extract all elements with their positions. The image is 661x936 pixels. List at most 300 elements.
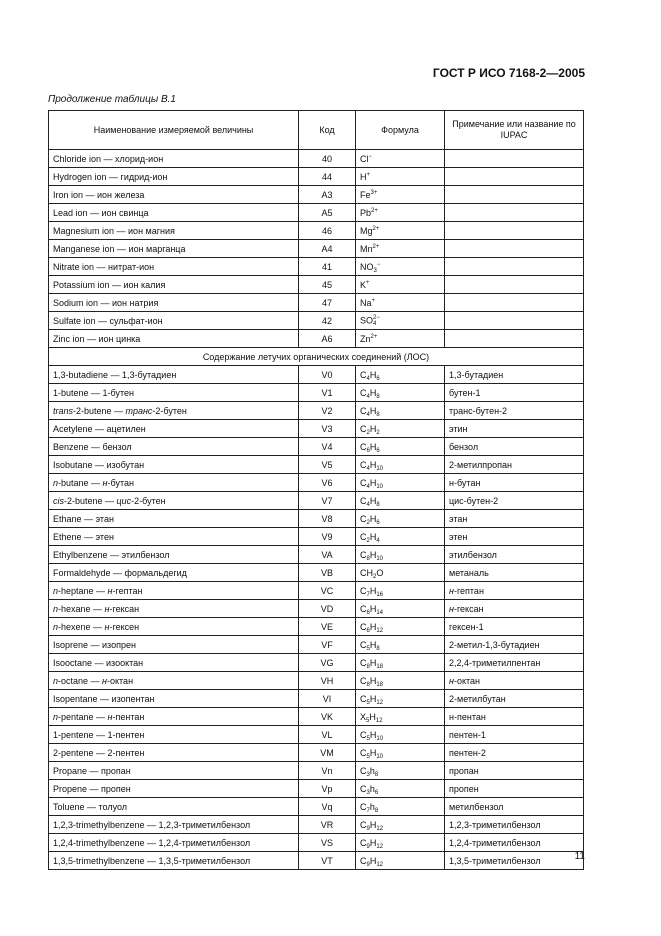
text-segment: 8 <box>376 411 380 418</box>
cell-note: пентен-1 <box>445 726 584 744</box>
table-row <box>49 456 584 474</box>
table-row <box>49 330 584 348</box>
text-segment: C <box>360 477 367 488</box>
cell-formula <box>356 420 445 438</box>
text-segment: K <box>360 279 367 290</box>
cell-name: Potassium ion — ион калия <box>49 276 299 294</box>
table-row <box>49 474 584 492</box>
text-segment: 6 <box>376 447 380 454</box>
text-segment: Na <box>360 297 372 308</box>
text-segment: -гексан <box>109 603 140 614</box>
cell-code: A5 <box>299 204 356 222</box>
data-table <box>48 110 584 870</box>
text-segment: H <box>369 657 377 668</box>
text-segment: 10 <box>376 465 384 472</box>
text-segment: 3 <box>373 267 377 274</box>
cell-name: Nitrate ion — нитрат-ион <box>49 258 299 276</box>
table-row <box>49 834 584 852</box>
text-segment: C <box>360 621 367 632</box>
text-segment: 9 <box>366 825 370 832</box>
text-segment: н <box>449 603 454 614</box>
cell-code: VF <box>299 636 356 654</box>
text-segment: н <box>449 675 454 686</box>
text-segment: 8 <box>376 645 380 652</box>
table-row <box>49 384 584 402</box>
cell-code: VL <box>299 726 356 744</box>
text-segment: + <box>371 297 376 304</box>
text-segment: 4 <box>366 393 370 400</box>
table-row <box>49 510 584 528</box>
cell-formula <box>356 258 445 276</box>
cell-formula <box>356 834 445 852</box>
table-row <box>49 564 584 582</box>
cell-code: VB <box>299 564 356 582</box>
text-segment: C <box>360 513 367 524</box>
column-header-code: Код <box>299 111 356 150</box>
text-segment: 12 <box>376 843 384 850</box>
cell-code: V7 <box>299 492 356 510</box>
cell-code: 46 <box>299 222 356 240</box>
cell-note: пропен <box>445 780 584 798</box>
cell-note: 1,2,3-триметилбензол <box>445 816 584 834</box>
text-segment: n <box>53 585 59 596</box>
cell-name: Sodium ion — ион натрия <box>49 294 299 312</box>
cell-note <box>445 168 584 186</box>
cell-name: 1-butene — 1-бутен <box>49 384 299 402</box>
cell-name: Iron ion — ион железа <box>49 186 299 204</box>
text-segment: 10 <box>376 735 384 742</box>
table-row <box>49 618 584 636</box>
text-segment: -2-butene — <box>64 495 117 506</box>
table-row <box>49 222 584 240</box>
text-segment: 2+ <box>372 225 380 232</box>
cell-code: V2 <box>299 402 356 420</box>
cell-name: 1-pentene — 1-пентен <box>49 726 299 744</box>
cell-name <box>49 582 299 600</box>
cell-note: 2-метилбутан <box>445 690 584 708</box>
text-segment: 4 <box>366 501 370 508</box>
text-segment: H <box>369 729 377 740</box>
table-row <box>49 636 584 654</box>
cell-note <box>445 600 584 618</box>
ions-section <box>49 150 584 348</box>
voc-section-header <box>49 348 584 366</box>
cell-name: Toluene — толуол <box>49 798 299 816</box>
cell-note: бензол <box>445 438 584 456</box>
text-segment: 12 <box>376 627 384 634</box>
text-segment: H <box>369 477 377 488</box>
column-header-note: Примечание или название по IUPAC <box>445 111 584 150</box>
text-segment: h <box>369 801 375 812</box>
cell-formula <box>356 510 445 528</box>
text-segment: H <box>369 387 377 398</box>
cell-code: VT <box>299 852 356 870</box>
cell-formula <box>356 474 445 492</box>
table-row <box>49 492 584 510</box>
text-segment: 8 <box>366 663 370 670</box>
cell-name: Zinc ion — ион цинка <box>49 330 299 348</box>
text-segment: 2+ <box>372 243 380 250</box>
text-segment: 2+ <box>371 207 378 214</box>
text-segment: n <box>53 621 59 632</box>
table-row <box>49 672 584 690</box>
text-segment: н <box>104 621 110 632</box>
cell-note: транс-бутен-2 <box>445 402 584 420</box>
text-segment: H <box>369 405 377 416</box>
cell-formula <box>356 186 445 204</box>
table-row <box>49 654 584 672</box>
cell-name: Propane — пропан <box>49 762 299 780</box>
table-row <box>49 294 584 312</box>
cell-code: V5 <box>299 456 356 474</box>
page-number: 11 <box>574 851 585 862</box>
cell-name: Ethylbenzene — этилбензол <box>49 546 299 564</box>
text-segment: -hexane — <box>58 603 105 614</box>
text-segment: 7 <box>366 807 370 814</box>
cell-note <box>445 294 584 312</box>
cell-code: A6 <box>299 330 356 348</box>
cell-formula <box>356 780 445 798</box>
text-segment: 12 <box>375 717 383 724</box>
text-segment: н <box>104 603 110 614</box>
cell-code: 47 <box>299 294 356 312</box>
cell-formula <box>356 438 445 456</box>
text-segment: 2 <box>366 537 370 544</box>
table-row <box>49 582 584 600</box>
text-segment: H <box>369 423 377 434</box>
cell-name: Acetylene — ацетилен <box>49 420 299 438</box>
cell-name: Lead ion — ион свинца <box>49 204 299 222</box>
text-segment: Zn <box>360 333 371 344</box>
text-segment: H <box>369 369 377 380</box>
text-segment: 5 <box>366 699 370 706</box>
cell-formula <box>356 690 445 708</box>
text-segment: 6 <box>374 789 379 796</box>
cell-formula <box>356 726 445 744</box>
table-row <box>49 366 584 384</box>
text-segment: -2-бутен <box>131 495 166 506</box>
text-segment: 12 <box>376 825 384 832</box>
text-segment: C <box>360 423 367 434</box>
text-segment: C <box>360 855 367 866</box>
text-segment: − <box>368 153 373 160</box>
cell-code: V8 <box>299 510 356 528</box>
table-row <box>49 600 584 618</box>
text-segment: C <box>360 837 367 848</box>
cell-formula <box>356 816 445 834</box>
text-segment: + <box>366 171 371 178</box>
cell-code: Vq <box>299 798 356 816</box>
cell-formula <box>356 240 445 258</box>
text-segment: H <box>369 585 377 596</box>
cell-note: этилбензол <box>445 546 584 564</box>
column-header-name: Наименование измеряемой величины <box>49 111 299 150</box>
text-segment: C <box>360 441 367 452</box>
text-segment: -октан <box>453 675 480 686</box>
cell-note: пентен-2 <box>445 744 584 762</box>
text-segment: -гептан <box>112 585 143 596</box>
text-segment: -butane — <box>58 477 103 488</box>
text-segment: н <box>102 675 107 686</box>
text-segment: C <box>360 369 367 380</box>
cell-formula <box>356 762 445 780</box>
text-segment: C <box>360 639 367 650</box>
cell-formula <box>356 312 445 330</box>
text-segment: C <box>360 585 367 596</box>
cell-code: 41 <box>299 258 356 276</box>
cell-note: бутен-1 <box>445 384 584 402</box>
text-segment: -гексен <box>109 621 140 632</box>
text-segment: H <box>369 819 377 830</box>
text-segment: -2-butene — <box>73 405 126 416</box>
table-row <box>49 402 584 420</box>
text-segment: 5 <box>366 753 370 760</box>
table-row <box>49 780 584 798</box>
text-segment: 6 <box>366 627 370 634</box>
cell-name: Magnesium ion — ион магния <box>49 222 299 240</box>
cell-note <box>445 582 584 600</box>
text-segment: н <box>107 585 113 596</box>
text-segment: SO <box>360 314 374 325</box>
text-segment: 5 <box>366 645 370 652</box>
cell-code: A4 <box>299 240 356 258</box>
cell-formula <box>356 654 445 672</box>
cell-name <box>49 600 299 618</box>
text-segment: Fe <box>360 189 371 200</box>
text-segment: H <box>369 441 377 452</box>
table-row <box>49 798 584 816</box>
cell-note <box>445 330 584 348</box>
text-segment: н <box>107 711 113 722</box>
cell-note <box>445 312 584 330</box>
text-segment: 5 <box>366 717 370 724</box>
text-segment: 8 <box>376 501 380 508</box>
text-segment: − <box>376 261 381 268</box>
text-segment: -пентан <box>112 711 145 722</box>
cell-code: VE <box>299 618 356 636</box>
table-row <box>49 312 584 330</box>
cell-code: VR <box>299 816 356 834</box>
cell-formula <box>356 222 445 240</box>
cell-name: 2-pentene — 2-пентен <box>49 744 299 762</box>
cell-formula <box>356 150 445 168</box>
cell-name <box>49 492 299 510</box>
cell-note: метилбензол <box>445 798 584 816</box>
text-segment: 2 <box>366 519 370 526</box>
text-segment: -2-бутен <box>152 405 187 416</box>
text-segment: h <box>369 783 375 794</box>
text-segment: 5 <box>366 735 370 742</box>
text-segment: n <box>53 711 59 722</box>
table-row <box>49 438 584 456</box>
cell-formula <box>356 366 445 384</box>
cell-name: Propene — пропен <box>49 780 299 798</box>
cell-note: этин <box>445 420 584 438</box>
text-segment: C <box>360 783 367 794</box>
cell-name <box>49 672 299 690</box>
cell-name: Isoprene — изопрен <box>49 636 299 654</box>
cell-formula <box>356 402 445 420</box>
text-segment: C <box>360 729 367 740</box>
cell-code: 42 <box>299 312 356 330</box>
cell-code: V4 <box>299 438 356 456</box>
cell-note <box>445 222 584 240</box>
text-segment: C <box>360 747 367 758</box>
text-segment: 4 <box>376 537 380 544</box>
charge-label: 2− <box>373 314 380 321</box>
cell-code: V9 <box>299 528 356 546</box>
text-segment: H <box>369 711 376 722</box>
text-segment: 7 <box>366 591 370 598</box>
table-row <box>49 186 584 204</box>
table-row <box>49 726 584 744</box>
cell-code: Vp <box>299 780 356 798</box>
text-segment: 6 <box>376 519 380 526</box>
cell-note: 2,2,4-триметилпентан <box>445 654 584 672</box>
cell-formula <box>356 546 445 564</box>
cell-note <box>445 186 584 204</box>
cell-code: VA <box>299 546 356 564</box>
cell-formula <box>356 564 445 582</box>
cell-note: пропан <box>445 762 584 780</box>
cell-code: 45 <box>299 276 356 294</box>
text-segment: CH <box>360 567 373 578</box>
text-segment: 6 <box>366 447 370 454</box>
text-segment: -heptane — <box>58 585 108 596</box>
text-segment: 8 <box>366 555 370 562</box>
text-segment: H <box>369 513 377 524</box>
text-segment: 8 <box>374 807 379 814</box>
document-id: ГОСТ Р ИСО 7168-2—2005 <box>432 66 585 80</box>
text-segment: C <box>360 801 367 812</box>
text-segment: 9 <box>366 861 370 868</box>
text-segment: 2 <box>373 573 377 580</box>
text-segment: 18 <box>376 663 384 670</box>
text-segment: 3 <box>366 789 370 796</box>
cell-name: Isobutane — изобутан <box>49 456 299 474</box>
cell-formula <box>356 384 445 402</box>
cell-note: цис-бутен-2 <box>445 492 584 510</box>
table-row <box>49 690 584 708</box>
text-segment: O <box>376 567 384 578</box>
text-segment: H <box>369 621 377 632</box>
cell-note: н-бутан <box>445 474 584 492</box>
cell-name: Ethane — этан <box>49 510 299 528</box>
text-segment: -бутан <box>107 477 134 488</box>
cell-formula <box>356 744 445 762</box>
section-row <box>49 348 584 366</box>
column-header-formula: Формула <box>356 111 445 150</box>
table-row <box>49 528 584 546</box>
text-segment: n <box>53 603 59 614</box>
cell-note: 2-метилпропан <box>445 456 584 474</box>
cell-name: Hydrogen ion — гидрид-ион <box>49 168 299 186</box>
cell-code: 44 <box>299 168 356 186</box>
cell-note: метаналь <box>445 564 584 582</box>
cell-code: Vn <box>299 762 356 780</box>
text-segment: H <box>369 693 377 704</box>
text-segment: 14 <box>376 609 384 616</box>
text-segment: 8 <box>366 681 370 688</box>
text-segment: -octane — <box>58 675 103 686</box>
cell-code: V0 <box>299 366 356 384</box>
cell-formula <box>356 798 445 816</box>
text-segment: 10 <box>376 483 384 490</box>
cell-code: 40 <box>299 150 356 168</box>
text-segment: trans <box>53 405 74 416</box>
table-caption: Продолжение таблицы B.1 <box>48 94 176 105</box>
text-segment: 2 <box>376 429 380 436</box>
cell-formula <box>356 168 445 186</box>
text-segment: 4 <box>366 375 370 382</box>
cell-formula <box>356 456 445 474</box>
text-segment: 12 <box>376 699 384 706</box>
cell-code: VC <box>299 582 356 600</box>
text-segment: 10 <box>376 753 384 760</box>
text-segment: h <box>369 765 375 776</box>
cell-note: этан <box>445 510 584 528</box>
text-segment: H <box>369 747 377 758</box>
cell-code: V6 <box>299 474 356 492</box>
cell-name: Manganese ion — ион марганца <box>49 240 299 258</box>
table-row <box>49 708 584 726</box>
text-segment: NO <box>360 261 374 272</box>
text-segment: 10 <box>376 555 384 562</box>
cell-code: VM <box>299 744 356 762</box>
cell-code: VD <box>299 600 356 618</box>
table-row <box>49 276 584 294</box>
text-segment: C <box>360 675 367 686</box>
text-segment: cis <box>53 495 64 506</box>
cell-code: VH <box>299 672 356 690</box>
cell-note <box>445 240 584 258</box>
cell-formula <box>356 852 445 870</box>
voc-section <box>49 366 584 870</box>
text-segment: Mg <box>360 225 373 236</box>
cell-name: 1,3-butadiene — 1,3-бутадиен <box>49 366 299 384</box>
table-row <box>49 546 584 564</box>
text-segment: H <box>360 171 367 182</box>
table-row <box>49 258 584 276</box>
text-segment: C <box>360 693 367 704</box>
text-segment: H <box>369 837 377 848</box>
table-row <box>49 150 584 168</box>
table-row <box>49 744 584 762</box>
text-segment: C <box>360 765 367 776</box>
cell-note: этен <box>445 528 584 546</box>
cell-note <box>445 276 584 294</box>
table-row <box>49 240 584 258</box>
text-segment: цис <box>116 495 132 506</box>
table-row <box>49 420 584 438</box>
text-segment: n <box>53 477 59 488</box>
text-segment: C <box>360 657 367 668</box>
text-segment: C <box>360 405 367 416</box>
cell-name: Benzene — бензол <box>49 438 299 456</box>
cell-formula <box>356 636 445 654</box>
cell-note: 1,3-бутадиен <box>445 366 584 384</box>
text-segment: X <box>360 711 367 722</box>
cell-formula <box>356 528 445 546</box>
cell-name <box>49 618 299 636</box>
text-segment: 3 <box>366 771 370 778</box>
text-segment: C <box>360 819 367 830</box>
text-segment: 6 <box>366 609 370 616</box>
text-segment: 9 <box>366 843 370 850</box>
cell-name <box>49 402 299 420</box>
cell-name: 1,2,3-trimethylbenzene — 1,2,3-триметилбензол <box>49 816 299 834</box>
table-row <box>49 168 584 186</box>
